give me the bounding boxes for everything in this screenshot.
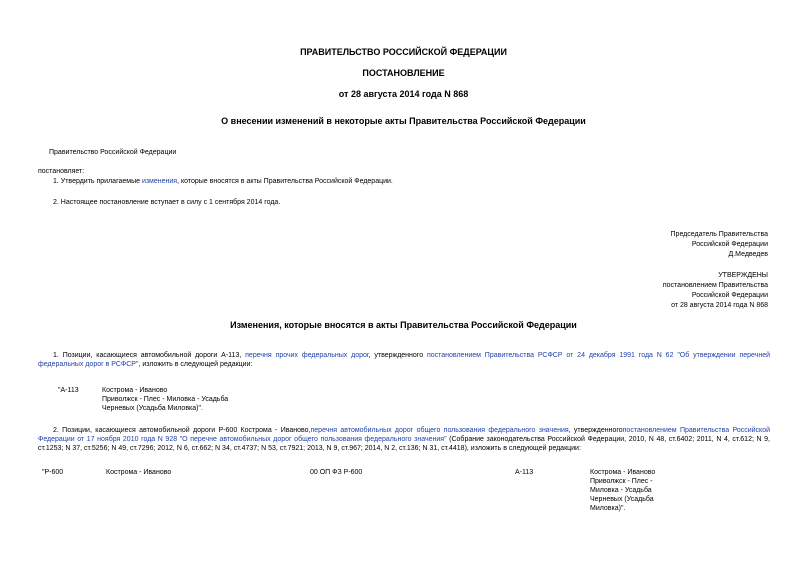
federal-roads-list-link[interactable]: перечня прочих федеральных дорог: [245, 352, 369, 359]
issuer-text: Правительство Российской Федерации: [49, 149, 177, 156]
changes-link[interactable]: изменения: [141, 178, 178, 185]
paragraph-1-c: , изложить в следующей редакции:: [138, 361, 253, 368]
table-cell-code: "Р-600: [42, 469, 64, 476]
rsfsr-resolution-link[interactable]: постановлением Правительства РСФСР от 24 декабря 1991 года N 62 "Об утверждении перечней федеральных дорог в РСФСР": [38, 352, 771, 368]
road-route-line: Приволжск - Плес - Миловка - Усадьба: [102, 396, 229, 403]
table-cell-detail-line: Миловка)".: [590, 505, 626, 512]
signature-line-2: Российской Федерации: [691, 241, 768, 248]
approval-line-3: Российской Федерации: [691, 292, 768, 299]
road-route-line: Черневых (Усадьба Миловка)".: [102, 405, 203, 412]
table-cell-detail-line: Приволжск - Плес -: [590, 478, 653, 485]
approval-line-4: от 28 августа 2014 года N 868: [671, 302, 768, 309]
paragraph-2-c: (Собрание законодательства Российской Федерации, 2010, N 48, ст.6402; 2011, N 4, ст.612; N 9, ст.1253; N 37, ст.5256; N 49, ст.7296; 2012, N 6, ст.662; N 34, ст.4737; N 53, ст.7921; 2013, N 9, ст.967; 2014, N 2, ст.136; N 31, ст.4418), изложить в следующей редакции:: [38, 436, 770, 452]
paragraph-1: [38, 351, 770, 369]
item-2: 2. Настоящее постановление вступает в силу с 1 сентября 2014 года.: [53, 199, 281, 206]
paragraph-2-b: , утвержденного: [568, 427, 623, 434]
approval-line-1: УТВЕРЖДЕНЫ: [718, 272, 768, 279]
road-route-line: Кострома - Иваново: [102, 387, 168, 394]
paragraph-2-a: 2. Позиции, касающиеся автомобильной дороги Р-600 Кострома - Иваново,: [53, 427, 311, 434]
table-cell-id: 00 ОП ФЗ Р-600: [310, 469, 363, 476]
document-title: О внесении изменений в некоторые акты Правительства Российской Федерации: [221, 116, 586, 126]
item-1-pre: 1. Утвердить прилагаемые: [53, 178, 142, 185]
signature-name: Д.Медведев: [728, 251, 768, 258]
table-cell-detail-line: Черневых (Усадьба: [590, 496, 654, 503]
road-code-a113: "А-113: [58, 387, 79, 394]
decides-text: постановляет:: [38, 168, 85, 175]
signature-line-1: Председатель Правительства: [670, 231, 768, 238]
paragraph-2: [38, 426, 770, 453]
table-cell-road: А-113: [515, 469, 534, 476]
table-cell-detail-line: Кострома - Иваново: [590, 469, 656, 476]
document-org: ПРАВИТЕЛЬСТВО РОССИЙСКОЙ ФЕДЕРАЦИИ: [300, 47, 507, 57]
rf-resolution-928-link[interactable]: постановлением Правительства Российской Федерации от 17 ноября 2010 года N 928 "О перечне автомобильных дорог общего пользования федерального значения": [38, 427, 770, 443]
paragraph-1-b: , утвержденного: [368, 352, 427, 359]
table-cell-route: Кострома - Иваново: [106, 469, 172, 476]
changes-title: Изменения, которые вносятся в акты Правительства Российской Федерации: [230, 320, 577, 330]
item-1: [53, 177, 393, 186]
document-date: от 28 августа 2014 года N 868: [338, 89, 469, 99]
table-cell-detail-line: Миловка - Усадьба: [590, 487, 652, 494]
approval-line-2: постановлением Правительства: [662, 282, 768, 289]
federal-roads-public-list-link[interactable]: перечня автомобильных дорог общего пользования федерального значения: [310, 427, 569, 434]
paragraph-1-a: 1. Позиции, касающиеся автомобильной дороги А-113,: [53, 352, 246, 359]
document-type: ПОСТАНОВЛЕНИЕ: [362, 68, 445, 78]
item-1-post: , которые вносятся в акты Правительства Российской Федерации.: [177, 178, 393, 185]
